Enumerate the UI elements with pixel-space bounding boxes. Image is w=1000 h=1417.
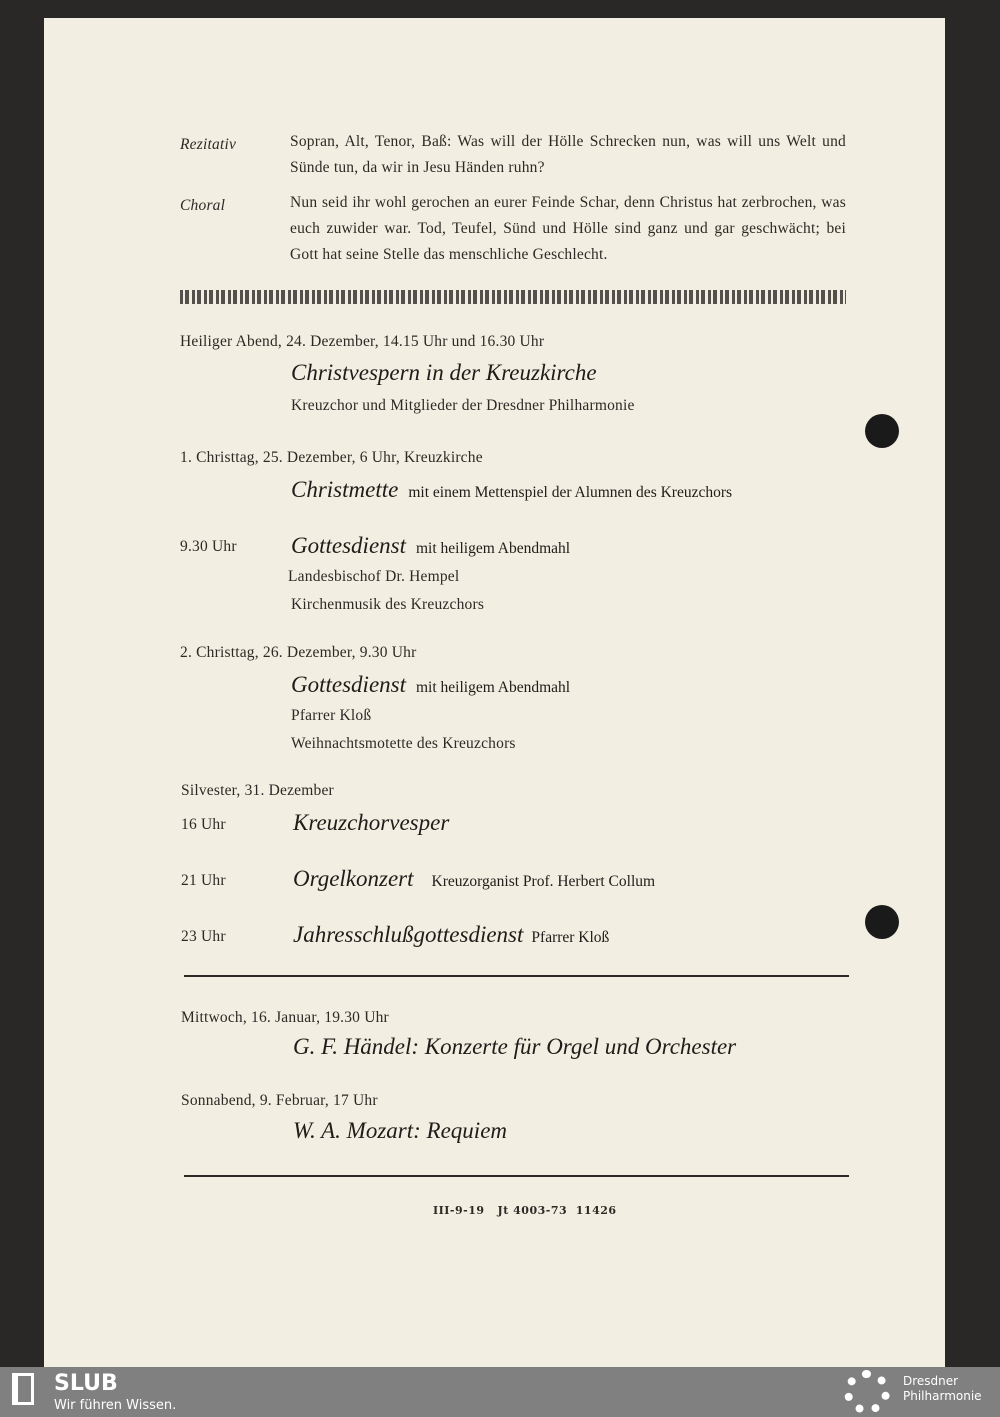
title-detail: mit einem Mettenspiel der Alumnen des Kreuzchors xyxy=(408,484,733,501)
title-text: Gottesdienst xyxy=(291,533,406,558)
ornamental-divider xyxy=(180,290,846,304)
title-text: Christmette xyxy=(291,477,399,502)
event-detail: Kreuzchor und Mitglieder der Dresdner Philharmonie xyxy=(291,397,635,414)
event-title: G. F. Händel: Konzerte für Orgel und Orchester xyxy=(293,1034,737,1059)
partner-name-line2[interactable]: Philharmonie xyxy=(903,1389,982,1403)
partner-name-line1[interactable]: Dresdner xyxy=(903,1374,959,1388)
event-title: Christvespern in der Kreuzkirche xyxy=(291,360,597,385)
section-label-rezitativ: Rezitativ xyxy=(180,136,237,153)
footer-bar xyxy=(0,1367,1000,1417)
slub-tagline: Wir führen Wissen. xyxy=(54,1398,177,1413)
title-text: Jahresschlußgottesdienst xyxy=(293,922,524,947)
divider-rule xyxy=(184,1175,849,1177)
event-time: 16 Uhr xyxy=(181,816,226,833)
event-title: W. A. Mozart: Requiem xyxy=(293,1118,508,1143)
book-icon xyxy=(12,1373,34,1405)
event-time: 9.30 Uhr xyxy=(180,538,237,555)
event-title xyxy=(291,533,570,559)
rezitativ-text: Sopran, Alt, Tenor, Baß: Was will der Hölle Schrecken nun, was will uns Welt und Sünde tun, da wir in Jesu Händen ruhn? xyxy=(290,133,846,176)
print-code: III-9-19 Jt 4003-73 11426 xyxy=(433,1204,617,1217)
title-detail: Kreuzorganist Prof. Herbert Collum xyxy=(431,873,656,890)
philharmonie-logo-icon xyxy=(844,1370,890,1414)
title-detail: Pfarrer Kloß xyxy=(531,929,610,946)
event-date: Mittwoch, 16. Januar, 19.30 Uhr xyxy=(181,1009,389,1026)
event-title xyxy=(291,672,570,698)
event-date: 2. Christtag, 26. Dezember, 9.30 Uhr xyxy=(180,644,417,661)
choral-text: Nun seid ihr wohl gerochen an eurer Feinde Schar, denn Christus hat zerbrochen, was euch zuwider war. Tod, Teufel, Sünd und Hölle sind ganz und gar geschwächt; bei Gott hat seine Stelle das menschliche Geschlecht. xyxy=(290,194,846,263)
title-detail: mit heiligem Abendmahl xyxy=(416,679,571,696)
event-time: 21 Uhr xyxy=(181,872,226,889)
event-date: Sonnabend, 9. Februar, 17 Uhr xyxy=(181,1092,378,1109)
event-detail: Weihnachtsmotette des Kreuzchors xyxy=(291,735,516,752)
title-text: Gottesdienst xyxy=(291,672,406,697)
event-time: 23 Uhr xyxy=(181,928,226,945)
event-detail: Landesbischof Dr. Hempel xyxy=(288,568,460,585)
event-date: Heiliger Abend, 24. Dezember, 14.15 Uhr und 16.30 Uhr xyxy=(180,333,545,350)
event-detail: Pfarrer Kloß xyxy=(291,707,372,724)
slub-logo[interactable]: SLUB xyxy=(54,1371,118,1396)
event-title xyxy=(291,477,732,503)
event-title xyxy=(293,866,655,892)
event-date: 1. Christtag, 25. Dezember, 6 Uhr, Kreuzkirche xyxy=(180,449,483,466)
event-date: Silvester, 31. Dezember xyxy=(181,782,334,799)
divider-rule xyxy=(184,975,849,977)
title-text: Orgelkonzert xyxy=(293,866,414,891)
event-title xyxy=(293,922,609,948)
event-title: Kreuzchorvesper xyxy=(293,810,450,835)
event-detail: Kirchenmusik des Kreuzchors xyxy=(291,596,485,613)
section-label-choral: Choral xyxy=(180,197,226,214)
title-detail: mit heiligem Abendmahl xyxy=(416,540,571,557)
punch-hole xyxy=(865,905,899,939)
punch-hole xyxy=(865,414,899,448)
